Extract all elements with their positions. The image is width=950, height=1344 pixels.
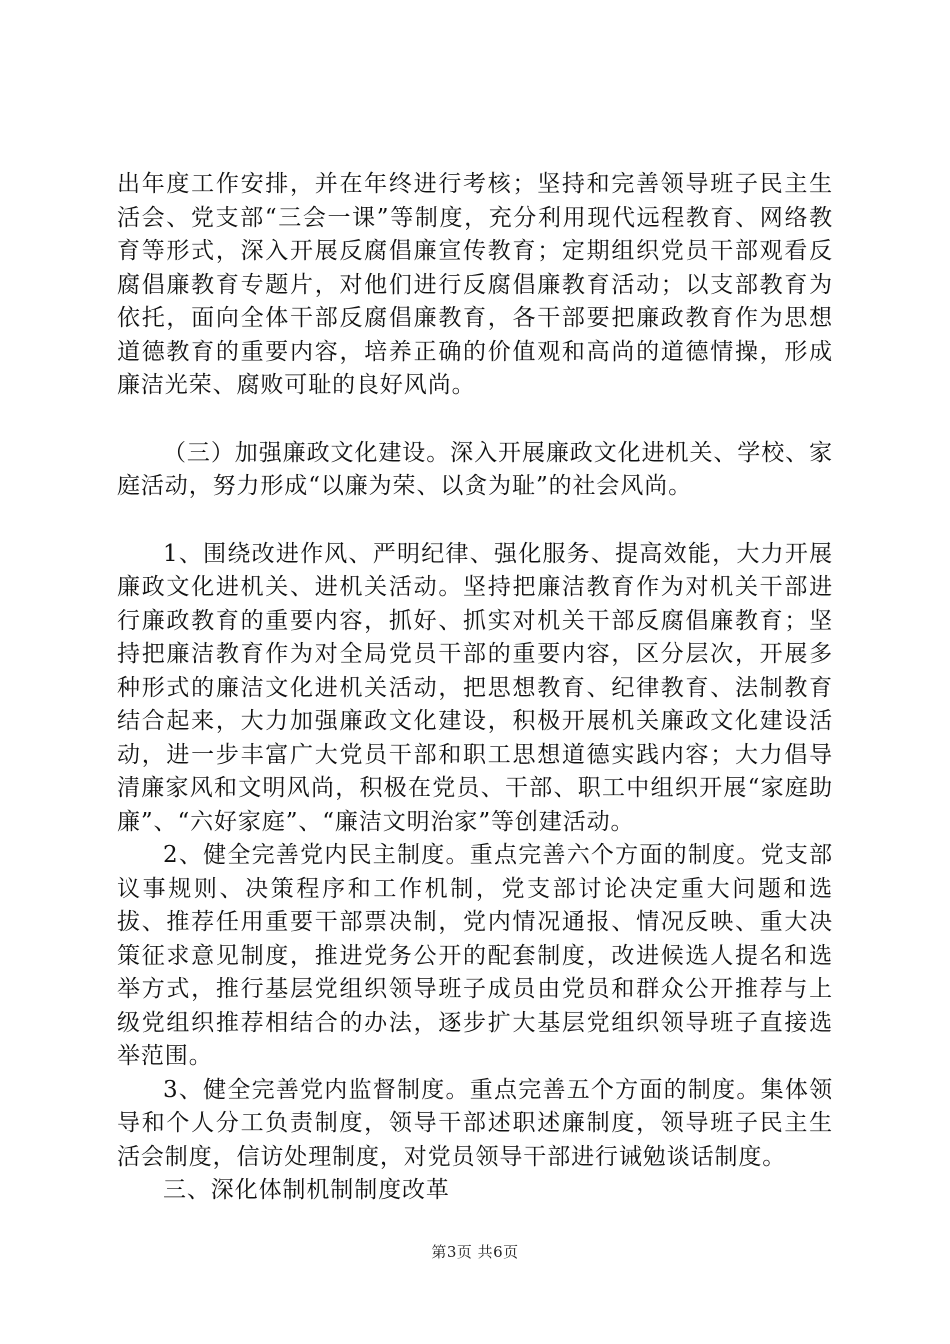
- paragraph-continuation: 出年度工作安排，并在年终进行考核；坚持和完善领导班子民主生活会、党支部“三会一课”等制度，充分利用现代远程教育、网络教育等形式，深入开展反腐倡廉宣传教育；定期组织党员干部观看反腐倡廉教育专题片，对他们进行反腐倡廉教育活动；以支部教育为依托，面向全体干部反腐倡廉教育，各干部要把廉政教育作为思想道德教育的重要内容，培养正确的价值观和高尚的道德情操，形成廉洁光荣、腐败可耻的良好风尚。: [117, 171, 833, 398]
- page-number-footer: 第3页 共6页: [431, 1243, 519, 1261]
- section-heading-3: 三、深化体制机制制度改革: [163, 1177, 450, 1203]
- paragraph-section-3: （三）加强廉政文化建设。深入开展廉政文化进机关、学校、家庭活动，努力形成“以廉为荣、以贪为耻”的社会风尚。: [117, 439, 833, 499]
- paragraph-item-1: 1、围绕改进作风、严明纪律、强化服务、提高效能，大力开展廉政文化进机关、进机关活动。坚持把廉洁教育作为对机关干部进行廉政教育的重要内容，抓好、抓实对机关干部反腐倡廉教育；坚持把廉洁教育作为对全局党员干部的重要内容，区分层次，开展多种形式的廉洁文化进机关活动，把思想教育、纪律教育、法制教育结合起来，大力加强廉政文化建设，积极开展机关廉政文化建设活动，进一步丰富广大党员干部和职工思想道德实践内容；大力倡导清廉家风和文明风尚，积极在党员、干部、职工中组织开展“家庭助廉”、“六好家庭”、“廉洁文明治家”等创建活动。: [117, 540, 833, 835]
- document-body: [117, 168, 833, 1208]
- paragraph-item-2: 2、健全完善党内民主制度。重点完善六个方面的制度。党支部议事规则、决策程序和工作机制，党支部讨论决定重大问题和选拔、推荐任用重要干部票决制，党内情况通报、情况反映、重大决策征求意见制度，推进党务公开的配套制度，改进候选人提名和选举方式，推行基层党组织领导班子成员由党员和群众公开推荐与上级党组织推荐相结合的办法，逐步扩大基层党组织领导班子直接选举范围。: [117, 842, 833, 1069]
- paragraph-item-3: 3、健全完善党内监督制度。重点完善五个方面的制度。集体领导和个人分工负责制度，领导干部述职述廉制度，领导班子民主生活会制度，信访处理制度，对党员领导干部进行诫勉谈话制度。: [117, 1076, 833, 1170]
